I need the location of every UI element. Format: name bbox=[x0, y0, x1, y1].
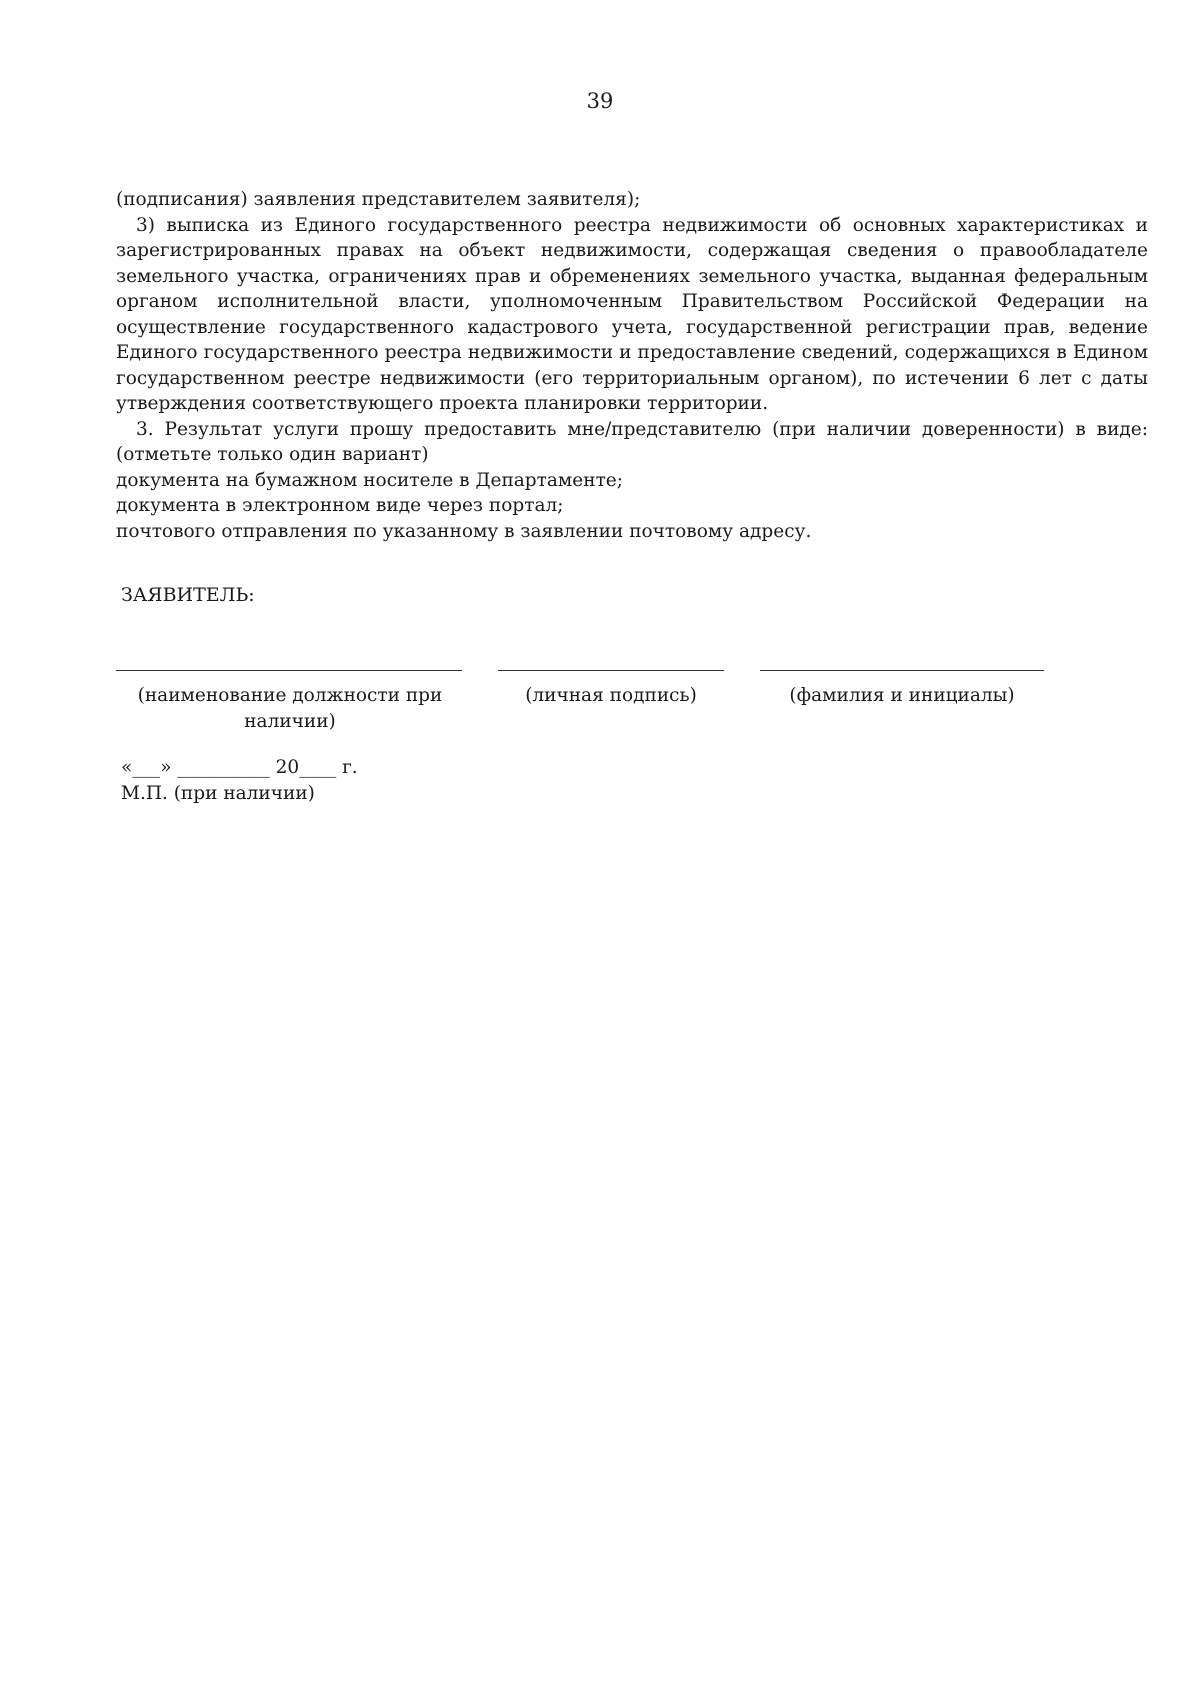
name-signature-line bbox=[760, 670, 1044, 671]
stamp-label: М.П. (при наличии) bbox=[121, 783, 315, 804]
option-electronic-document: документа в электронном виде через портал; bbox=[116, 495, 564, 516]
name-caption: (фамилия и инициалы) bbox=[789, 685, 1015, 706]
option-paper-document: документа на бумажном носителе в Департаменте; bbox=[116, 469, 623, 491]
section-3-paragraph: 3. Результат услуги прошу предоставить мне/представителю (при наличии доверенности) в виде: (отметьте только один вариант) bbox=[116, 418, 1148, 465]
item-3-extract-paragraph: 3) выписка из Единого государственного реестра недвижимости об основных характеристиках и зарегистрированных правах на объект недвижимости, содержащая сведения о правообладателе земельного участка, ограничениях прав и обременениях земельного участка, выданная федеральным органом исполнительной власти, уполномоченным Правительством Российской Федерации на осуществление государственного кадастрового учета, государственной регистрации прав, ведение Единого государственного реестра недвижимости и предоставление сведений, содержащихся в Едином государственном реестре недвижимости (его территориальным органом), по истечении 6 лет с даты утверждения соответствующего проекта планировки территории. bbox=[116, 214, 1148, 414]
date-line: «___» __________ 20____ г. bbox=[121, 757, 358, 778]
signature-caption: (личная подпись) bbox=[525, 685, 697, 706]
position-signature-line bbox=[116, 670, 462, 671]
position-caption: (наименование должности при наличии) bbox=[137, 685, 443, 732]
personal-signature-line bbox=[498, 670, 724, 671]
applicant-label: ЗАЯВИТЕЛЬ: bbox=[121, 584, 255, 606]
body-text bbox=[116, 187, 1148, 544]
continuation-line: (подписания) заявления представителем заявителя); bbox=[116, 189, 641, 210]
option-postal-delivery: почтового отправления по указанному в заявлении почтовому адресу. bbox=[116, 520, 812, 542]
page-number: 39 bbox=[586, 89, 614, 113]
